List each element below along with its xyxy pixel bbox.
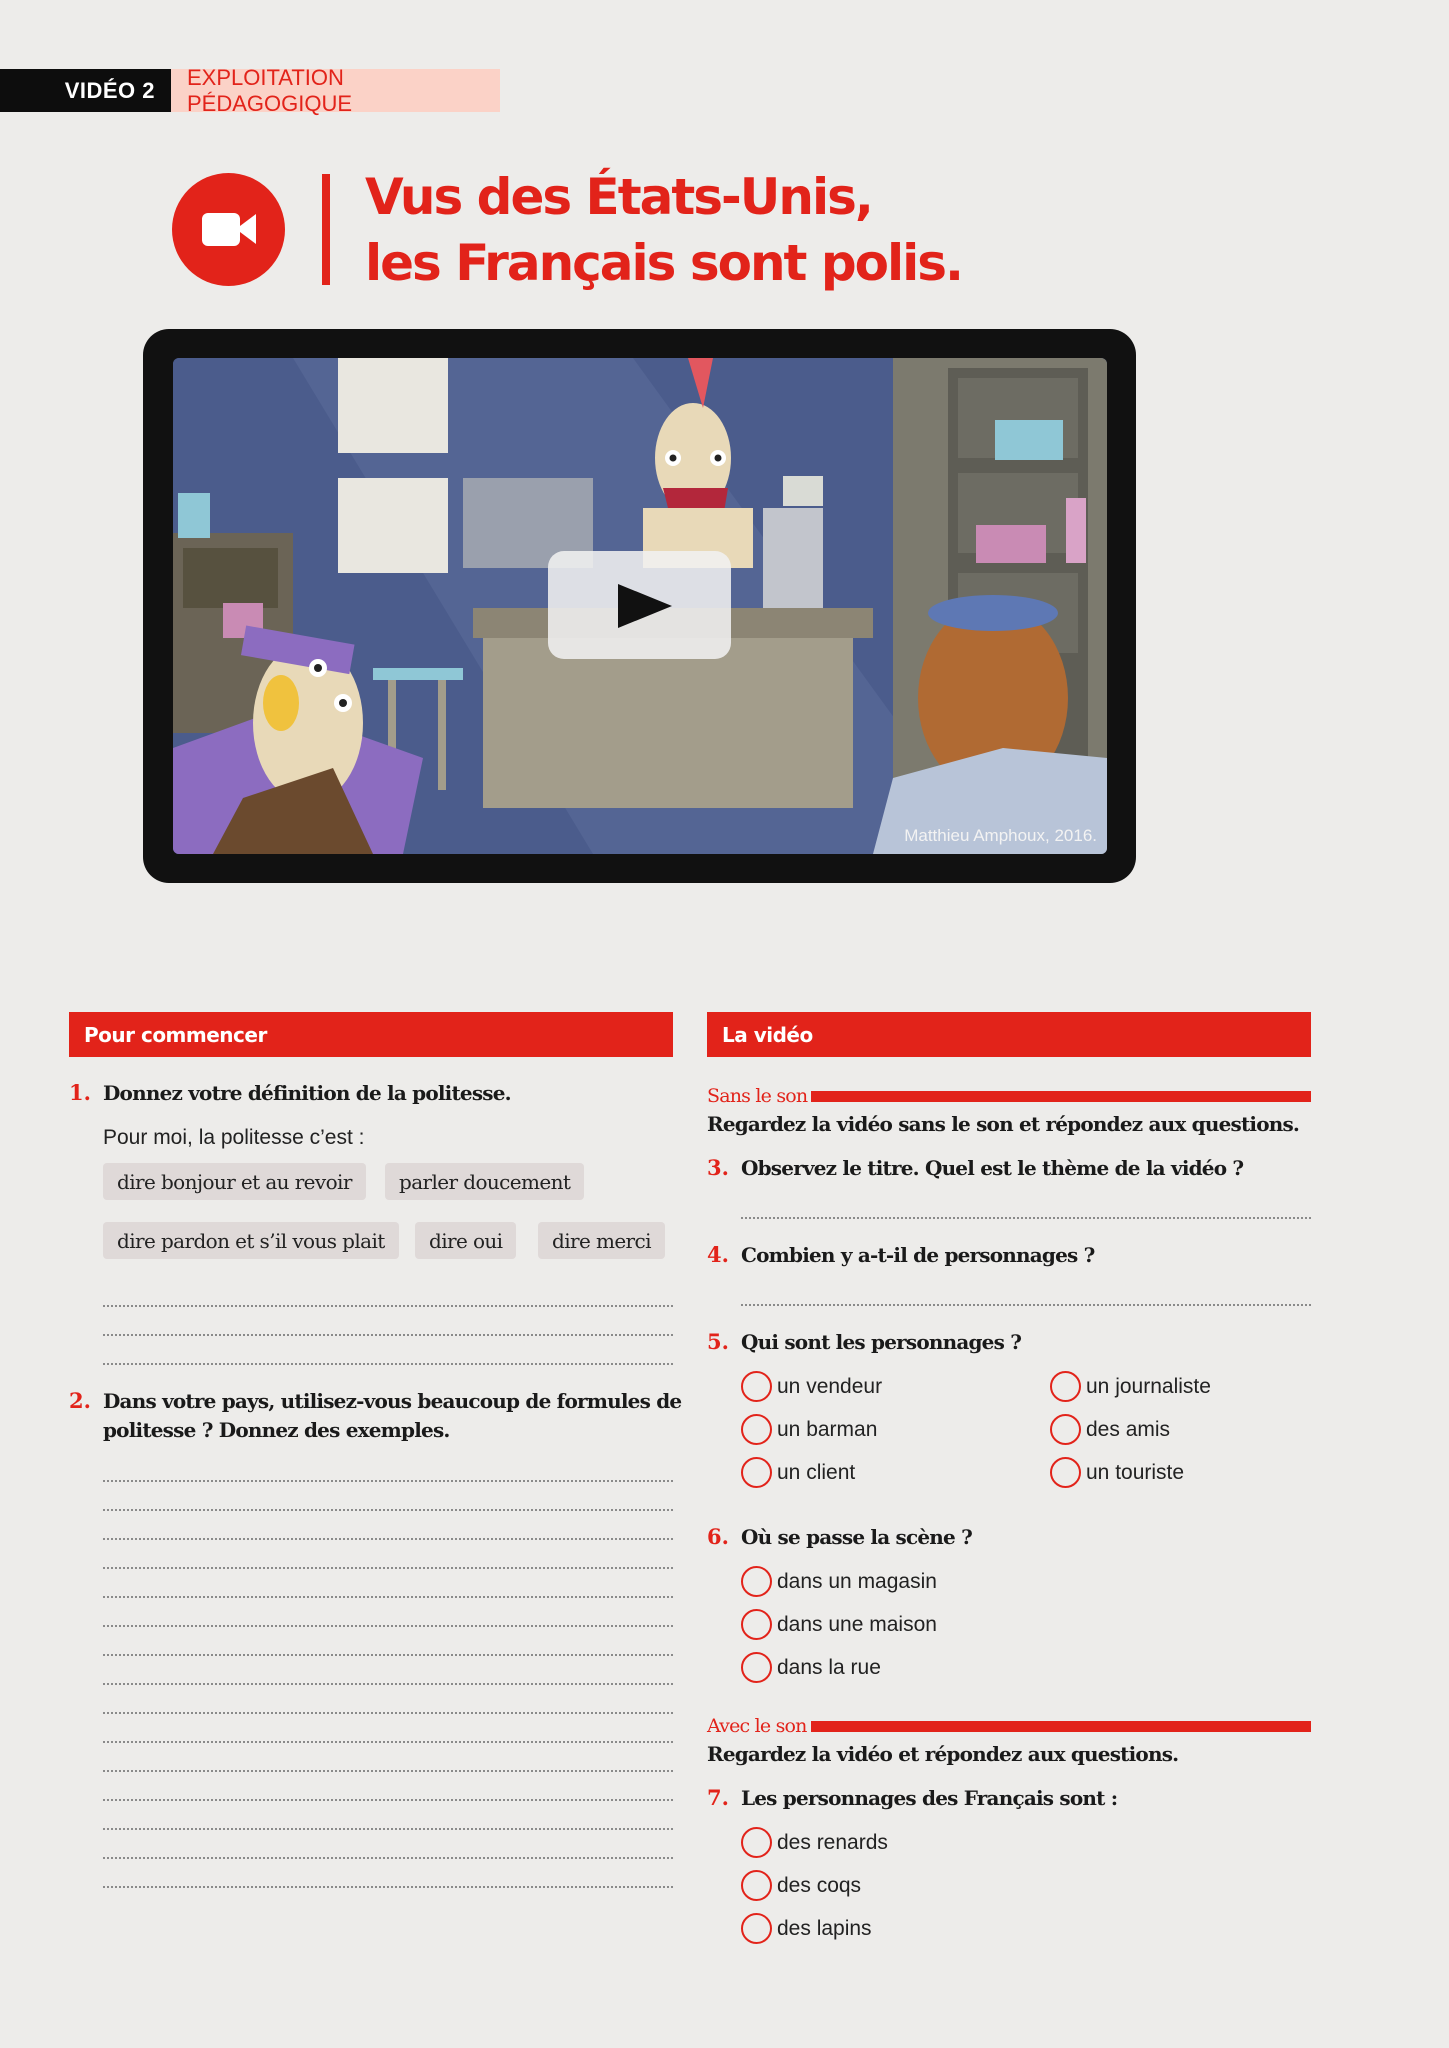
question-number: 5. [707,1329,729,1354]
question-text: Les personnages des Français sont : [741,1786,1118,1810]
checkbox-circle[interactable] [741,1609,772,1640]
answer-line[interactable] [103,1625,673,1627]
option-label: un touriste [1086,1460,1185,1484]
section-heading-la-video: La vidéo [707,1012,1311,1057]
subsection-rule [811,1721,1311,1732]
question-text: Observez le titre. Quel est le thème de la vidéo ? [741,1156,1244,1180]
subsection-avec-le-son [707,1713,1311,1739]
answer-chip[interactable]: dire bonjour et au revoir [103,1163,366,1200]
checkbox-circle[interactable] [741,1870,772,1901]
subsection-label: Avec le son [707,1715,807,1737]
checkbox-circle[interactable] [741,1414,772,1445]
checkbox-circle[interactable] [741,1371,772,1402]
option-label: un vendeur [777,1374,883,1398]
checkbox-circle[interactable] [741,1652,772,1683]
question-text: Combien y a-t-il de personnages ? [741,1243,1095,1267]
question-text: Donnez votre définition de la politesse. [103,1081,511,1105]
option-label: des renards [777,1830,888,1854]
title-line-1: Vus des États-Unis, [365,168,872,226]
answer-line[interactable] [103,1596,673,1598]
answer-line[interactable] [103,1712,673,1714]
option-des-coqs[interactable] [741,1870,861,1901]
subsection-rule [811,1091,1311,1102]
option-label: dans une maison [777,1612,937,1636]
option-label: des amis [1086,1417,1171,1441]
answer-line[interactable] [103,1857,673,1859]
title-line-2: les Français sont polis. [365,234,963,292]
option-label: un client [777,1460,856,1484]
option-label: dans la rue [777,1655,881,1679]
instruction-text: Regardez la vidéo sans le son et répondez aux questions. [707,1112,1300,1136]
answer-line[interactable] [103,1305,673,1307]
answer-line[interactable] [103,1799,673,1801]
option-label: des coqs [777,1873,862,1897]
answer-line[interactable] [103,1683,673,1685]
checkbox-circle[interactable] [741,1827,772,1858]
option-des-lapins[interactable] [741,1913,872,1944]
option-label: des lapins [777,1916,872,1940]
option-des-renards[interactable] [741,1827,888,1858]
answer-line[interactable] [103,1654,673,1656]
video-tab: VIDÉO 2 [0,69,171,112]
option-dans-un-magasin[interactable] [741,1566,937,1597]
answer-chip[interactable]: dire oui [415,1222,516,1259]
question-text: Qui sont les personnages ? [741,1330,1022,1354]
question-number: 6. [707,1524,729,1549]
answer-line[interactable] [741,1304,1311,1306]
answer-line[interactable] [103,1334,673,1336]
option-label: un journaliste [1086,1374,1211,1398]
answer-line[interactable] [741,1217,1311,1219]
title-divider [322,174,330,285]
option-dans-une-maison[interactable] [741,1609,937,1640]
answer-prompt: Pour moi, la politesse c’est : [103,1126,365,1149]
checkbox-circle[interactable] [741,1913,772,1944]
question-text: Où se passe la scène ? [741,1525,973,1549]
option-un-vendeur[interactable] [741,1371,882,1402]
checkbox-circle[interactable] [741,1457,772,1488]
option-des-amis[interactable] [1050,1414,1170,1445]
subsection-sans-le-son [707,1083,1311,1109]
question-text-line-2: politesse ? Donnez des exemples. [103,1418,450,1442]
answer-line[interactable] [103,1480,673,1482]
question-number: 1. [69,1080,91,1105]
answer-line[interactable] [103,1828,673,1830]
question-text [103,1387,681,1445]
answer-chip[interactable]: dire merci [538,1222,665,1259]
question-number: 7. [707,1785,729,1810]
option-un-client[interactable] [741,1457,855,1488]
checkbox-circle[interactable] [1050,1371,1081,1402]
checkbox-circle[interactable] [1050,1414,1081,1445]
option-un-barman[interactable] [741,1414,877,1445]
video-camera-icon [172,173,285,286]
play-icon [618,584,672,628]
checkbox-circle[interactable] [1050,1457,1081,1488]
question-number: 4. [707,1242,729,1267]
answer-line[interactable] [103,1567,673,1569]
section-heading-pour-commencer: Pour commencer [69,1012,673,1057]
checkbox-circle[interactable] [741,1566,772,1597]
option-label: un barman [777,1417,878,1441]
answer-chip[interactable]: dire pardon et s’il vous plait [103,1222,399,1259]
question-number: 2. [69,1388,91,1413]
play-button[interactable] [548,551,731,659]
question-number: 3. [707,1155,729,1180]
video-thumbnail[interactable] [173,358,1107,854]
answer-line[interactable] [103,1770,673,1772]
answer-line[interactable] [103,1886,673,1888]
section-tab: EXPLOITATION PÉDAGOGIQUE [171,69,500,112]
answer-line[interactable] [103,1363,673,1365]
option-un-touriste[interactable] [1050,1457,1184,1488]
answer-line[interactable] [103,1509,673,1511]
instruction-text: Regardez la vidéo et répondez aux questions. [707,1742,1179,1766]
page-title [365,164,1125,296]
option-dans-la-rue[interactable] [741,1652,881,1683]
answer-line[interactable] [103,1741,673,1743]
subsection-label: Sans le son [707,1085,808,1107]
video-credit: Matthieu Amphoux, 2016. [904,826,1097,845]
answer-line[interactable] [103,1538,673,1540]
option-un-journaliste[interactable] [1050,1371,1211,1402]
question-text-line-1: Dans votre pays, utilisez-vous beaucoup de formules de [103,1389,682,1413]
option-label: dans un magasin [777,1569,937,1593]
answer-chip[interactable]: parler doucement [385,1163,584,1200]
